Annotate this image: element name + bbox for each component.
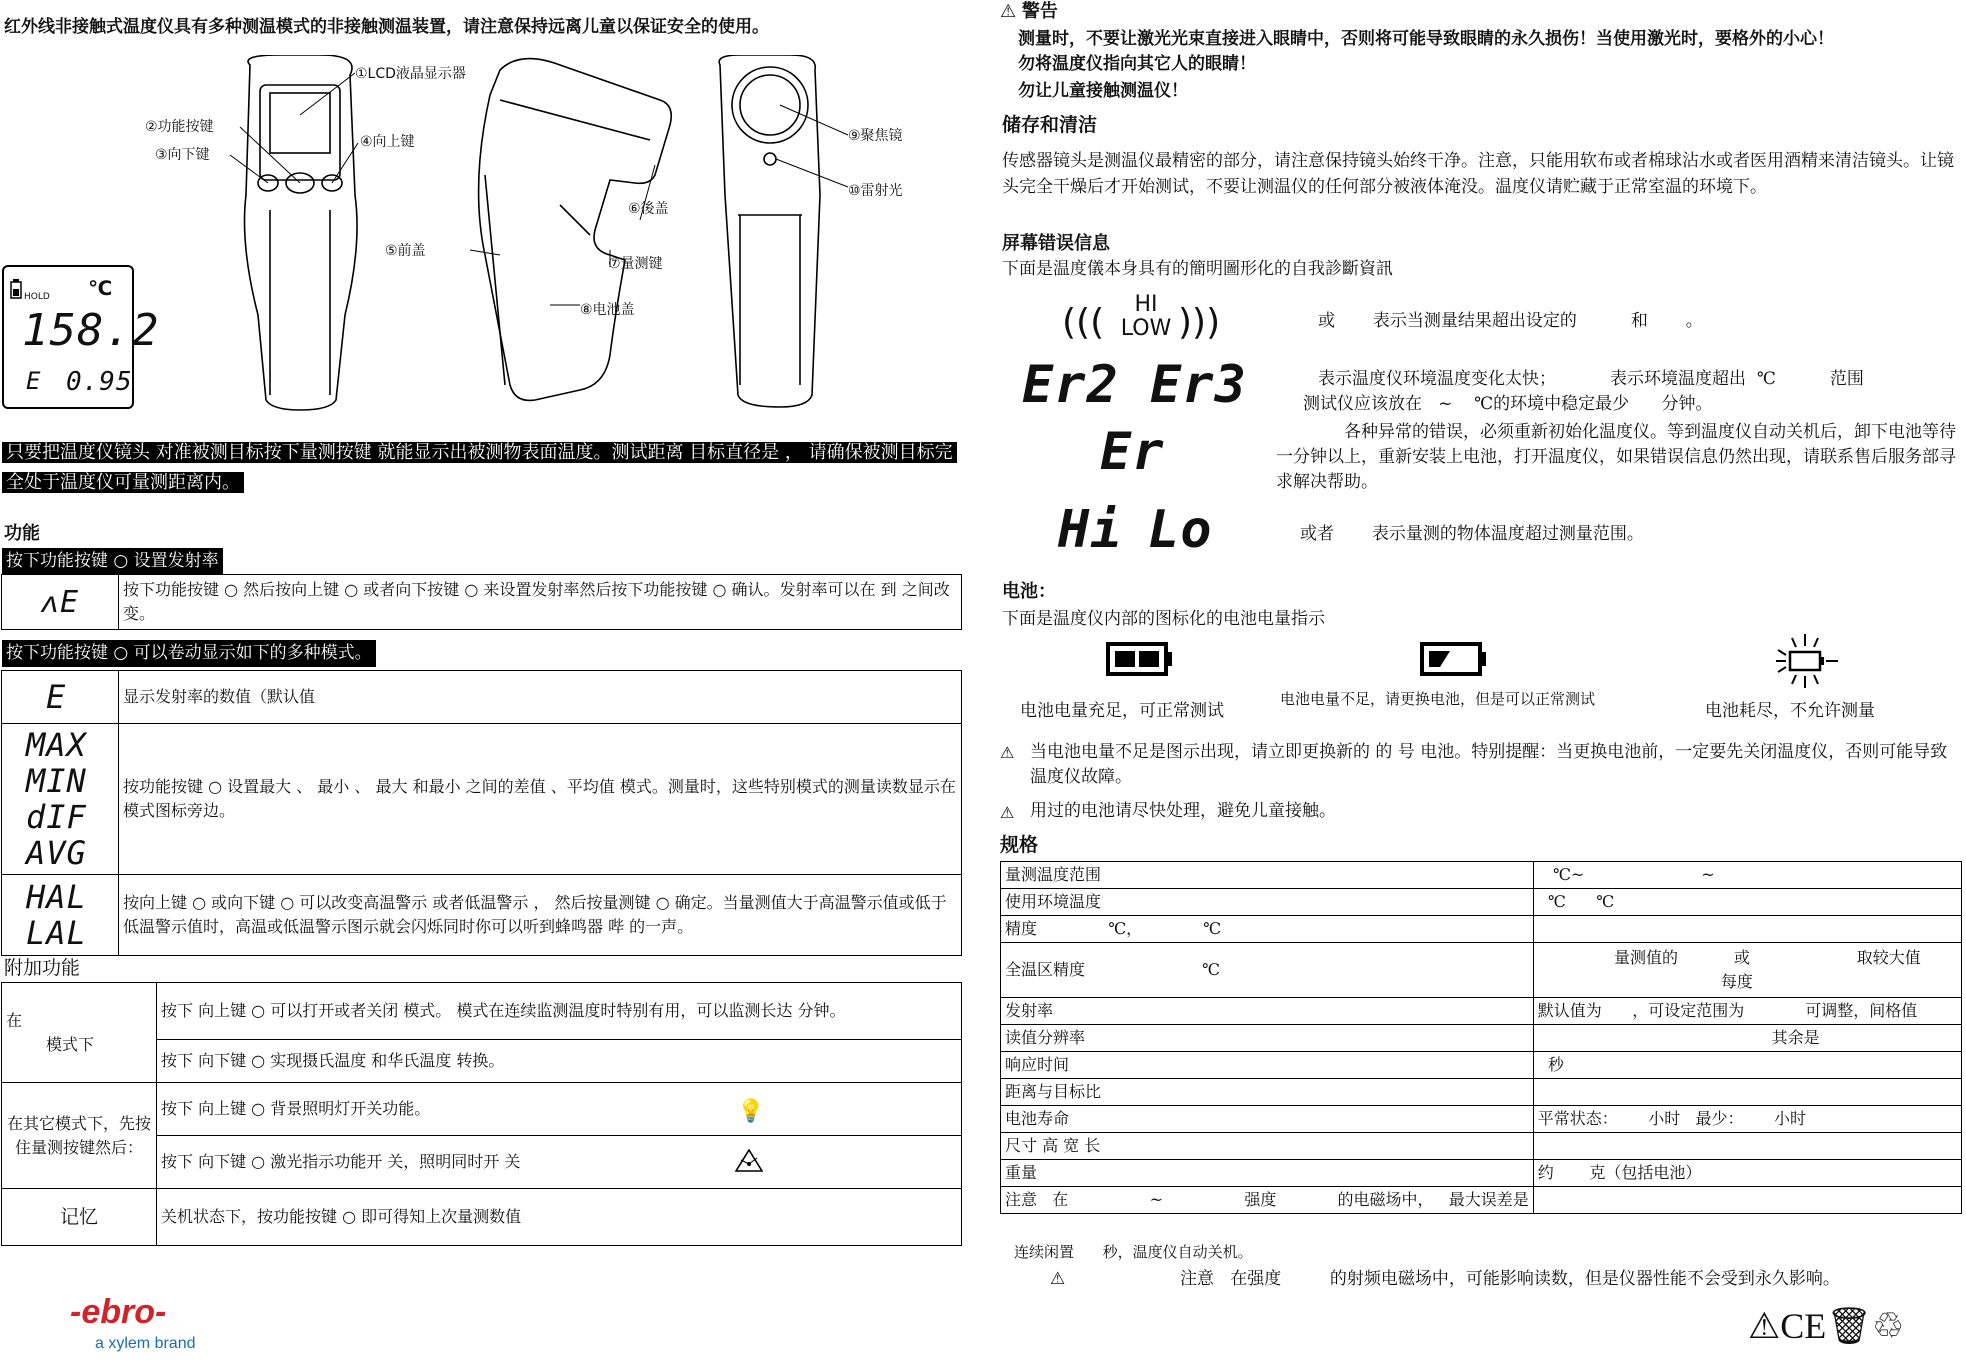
callout-focus-lens: ⑨聚焦镜 <box>848 128 903 144</box>
emissivity-table <box>1 574 962 630</box>
alarm-icons <box>6 879 114 951</box>
spec-label: 发射率 <box>1001 998 1534 1025</box>
battery-w2: 用过的电池请尽快处理，避免儿童接触。 <box>1030 801 1336 821</box>
battery-full-icon <box>1106 642 1174 676</box>
specs-foot2: 注意 在强度 的射频电磁场中，可能影响读数，但是仪器性能不会受到永久影响。 <box>1180 1269 1840 1289</box>
spec-label: 响应时间 <box>1001 1052 1534 1079</box>
errors-t2b: 测试仪应该放在 ~ ℃的环境中稳定最少 分钟。 <box>1303 394 1713 414</box>
hilow-icon <box>1062 293 1222 351</box>
spec-label: 读值分辨率 <box>1001 1025 1534 1052</box>
alarm-text: 按向上键 ○ 或向下键 ○ 可以改变高温警示 或者低温警示 ， 然后按量测键 ○ 确定。当量测值大于高温警示值或低于低温警示值时，高温或低温警示图示就会闪烁同时你可以听到蜂鸣器 哔 的一声。 <box>119 875 962 956</box>
spec-value: ℃ ℃ <box>1533 889 1961 916</box>
extra-r2: 按下 向下键 ○ 实现摄氏温度 和华氏温度 转换。 <box>157 1040 962 1083</box>
emissivity-icon: ᴧE <box>40 584 80 620</box>
spec-row <box>1001 1106 1962 1133</box>
bulb-icon: 💡 <box>737 1099 765 1124</box>
function-bar-1: 按下功能按键 ○ 设置发射率 <box>2 548 223 575</box>
extra-r3: 按下 向上键 ○ 背景照明灯开关功能。 <box>161 1099 431 1118</box>
mode-icons <box>6 727 114 871</box>
mode-text: 按功能按键 ○ 设置最大 、 最小 、 最大 和最小 之间的差值 、平均值 模式。测量时，这些特别模式的测量读数显示在模式图标旁边。 <box>119 724 962 875</box>
extra-other-mode: 在其它模式下，先按住量测按键然后： <box>2 1083 157 1189</box>
spec-row <box>1001 1052 1962 1079</box>
extra-r4: 按下 向下键 ○ 激光指示功能开 关，照明同时开 关 <box>161 1152 521 1171</box>
callout-laser: ⑩雷射光 <box>848 183 903 199</box>
spec-label: 精度 ℃， ℃ <box>1001 916 1534 943</box>
storage-title: 储存和清洁 <box>1002 114 1098 136</box>
spec-row <box>1001 916 1962 943</box>
errors-title: 屏幕错误信息 <box>1002 233 1110 254</box>
spec-label: 量测温度范围 <box>1001 862 1534 889</box>
mode-e-text: 显示发射率的数值（默认值 <box>119 671 962 724</box>
warning-icon: ⚠ <box>1000 1 1017 22</box>
lcd-unit: ℃ <box>88 276 113 300</box>
warning-line-3: 勿让儿童接触测温仪！ <box>1018 81 1188 101</box>
spec-value: ℃~ ~ <box>1533 862 1961 889</box>
spec-row <box>1001 1160 1962 1187</box>
hi-label: HI <box>1134 292 1158 317</box>
spec-value: 秒 <box>1533 1052 1961 1079</box>
compliance-icons <box>1748 1302 1904 1352</box>
spec-row <box>1001 1187 1962 1214</box>
mode-dif-icon: dIF <box>26 798 87 836</box>
extra-r1: 按下 向上键 ○ 可以打开或者关闭 模式。 模式在连续监测温度时特别有用，可以监测长达 分钟。 <box>157 983 962 1040</box>
specs-foot-warning-icon: ⚠ <box>1050 1269 1066 1289</box>
callout-back-cover: ⑥後盖 <box>628 201 669 217</box>
modes-table <box>1 670 962 956</box>
callout-battery-cover: ⑧电池盖 <box>580 302 635 318</box>
battery-low-icon <box>1420 642 1488 676</box>
callout-lcd: ①LCD液晶显示器 <box>355 66 466 82</box>
header-text: 红外线非接触式温度仪具有多种测温模式的非接触测温装置，请注意保持远离儿童以保证安全的使用。 <box>4 17 769 37</box>
lcd-hold: HOLD <box>24 292 50 302</box>
alarm-hal-icon: HAL <box>26 878 87 916</box>
er2-icon: Er2 <box>1022 355 1119 415</box>
warning-line-2: 勿将温度仪指向其它人的眼睛！ <box>1018 54 1256 74</box>
er-icon: Er <box>1100 422 1165 482</box>
errors-t4: 或者 表示量测的物体温度超过测量范围。 <box>1300 524 1644 544</box>
callout-function-key: ②功能按键 <box>145 119 214 135</box>
low-label: LOW <box>1120 316 1172 341</box>
spec-value: 默认值为 ，可设定范围为 可调整，间格值 <box>1533 998 1961 1025</box>
battery-w1: 当电池电量不足是图示出现，请立即更换新的 的 号 电池。特别提醒：当更换电池前，一定要先关闭温度仪，否则可能导致温度仪故障。 <box>1030 742 1948 787</box>
spec-row <box>1001 889 1962 916</box>
spec-label: 使用环境温度 <box>1001 889 1534 916</box>
spec-value: 约 克（包括电池） <box>1533 1160 1961 1187</box>
specs-title: 规格 <box>1000 834 1039 856</box>
extra-r5: 关机状态下，按功能按键 ○ 即可得知上次量测数值 <box>157 1189 962 1246</box>
xylem-tagline: a xylem brand <box>95 1335 196 1352</box>
storage-text: 传感器镜头是测温仪最精密的部分，请注意保持镜头始终干净。注意，只能用软布或者棉球沾水或者医用酒精来清洁镜头。让镜头完全干燥后才开始测试，不要让测温仪的任何部分被液体淹没。温度仪请贮藏于正常室温的环境下。 <box>1002 151 1954 197</box>
intro-bar <box>2 438 960 498</box>
weee-bin-icon: 🗑 <box>1826 1306 1872 1347</box>
function-title: 功能 <box>4 523 40 544</box>
signal-left-icon: ((( <box>1062 302 1105 343</box>
spec-row <box>1001 943 1962 998</box>
battery-icon <box>10 279 22 299</box>
spec-value: 量测值的 或 取较大值 每度 <box>1533 943 1961 998</box>
extra-table <box>1 982 962 1246</box>
battery-b1: 电池电量充足，可正常测试 <box>1020 701 1224 721</box>
laser-warning-icon <box>735 1148 763 1172</box>
spec-row <box>1001 1079 1962 1106</box>
lcd-value: 158.2 <box>22 305 160 356</box>
spec-label: 重量 <box>1001 1160 1534 1187</box>
hi-icon: Hi <box>1058 500 1123 560</box>
lcd-e-label: E <box>26 367 42 395</box>
extra-mode-label-a: 在 <box>6 1010 23 1030</box>
warning-line-1: 测量时，不要让激光光束直接进入眼睛中，否则将可能导致眼睛的永久损伤！当使用激光时，要格外的小心！ <box>1018 29 1834 49</box>
battery-warning-icon-2: ⚠ <box>1000 803 1015 822</box>
mode-e-icon: E <box>46 678 67 716</box>
hilow-text <box>1116 293 1176 341</box>
errors-t1: 或 表示当测量结果超出设定的 和 。 <box>1318 311 1703 331</box>
spec-label: 距离与目标比 <box>1001 1079 1534 1106</box>
spec-label: 全温区精度 ℃ <box>1001 943 1534 998</box>
battery-b2: 电池电量不足，请更换电池，但是可以正常测试 <box>1280 690 1596 708</box>
spec-row <box>1001 862 1962 889</box>
device-illustration <box>140 55 980 420</box>
signal-right-icon: ))) <box>1178 302 1221 343</box>
callout-down-key: ③向下键 <box>155 147 210 163</box>
extra-title: 附加功能 <box>4 957 81 979</box>
errors-sub: 下面是温度儀本身具有的簡明圖形化的自我診斷資訊 <box>1002 259 1393 279</box>
spec-label: 电池寿命 <box>1001 1106 1534 1133</box>
ce-mark-icon: CE <box>1780 1306 1827 1346</box>
mode-avg-icon: AVG <box>26 834 87 872</box>
lcd-e-value: 0.95 <box>66 367 133 397</box>
errors-t3: 各种异常的错误，必须重新初始化温度仪。等到温度仪自动关机后，卸下电池等待一分钟以上，重新安装上电池，打开温度仪，如果错误信息仍然出现，请联系售后服务部寻求解决帮助。 <box>1276 422 1956 492</box>
function-bar-2: 按下功能按键 ○ 可以卷动显示如下的多种模式。 <box>2 640 376 667</box>
spec-label: 尺寸 高 宽 长 <box>1001 1133 1534 1160</box>
spec-value <box>1533 916 1961 943</box>
battery-title: 电池： <box>1002 581 1056 602</box>
spec-row <box>1001 998 1962 1025</box>
spec-value: 平常状态： 小时 最少： 小时 <box>1533 1106 1961 1133</box>
battery-b3: 电池耗尽，不允许测量 <box>1705 701 1875 721</box>
right-column <box>1000 0 1962 1363</box>
alarm-lal-icon: LAL <box>26 914 87 952</box>
specs-table <box>1000 861 1962 1214</box>
battery-warning-icon: ⚠ <box>1000 743 1015 762</box>
extra-mode-label-b: 模式下 <box>46 1034 95 1054</box>
callout-measure-key: ⑦量测键 <box>608 256 663 272</box>
mode-min-icon: MIN <box>26 762 87 800</box>
specs-foot1: 连续闲置 秒，温度仪自动关机。 <box>1014 1243 1253 1261</box>
lo-icon: Lo <box>1148 500 1213 560</box>
mode-max-icon: MAX <box>26 726 87 764</box>
callout-front-cover: ⑤前盖 <box>385 243 426 259</box>
spec-value: 其余是 <box>1533 1025 1961 1052</box>
extra-memory: 记忆 <box>2 1189 157 1246</box>
warning-heading <box>1000 0 1058 24</box>
callout-up-key: ④向上键 <box>360 134 415 150</box>
errors-t2a: 表示温度仪环境温度变化太快； 表示环境温度超出 ℃ 范围 <box>1318 369 1864 389</box>
lcd-display <box>2 265 160 409</box>
recycle-icon: ♲ <box>1872 1306 1905 1347</box>
spec-value <box>1533 1079 1961 1106</box>
left-column <box>0 0 962 1363</box>
emissivity-text: 按下功能按键 ○ 然后按向上键 ○ 或者向下按键 ○ 来设置发射率然后按下功能按键 ○ 确认。发射率可以在 到 之间改变。 <box>119 575 962 630</box>
spec-value <box>1533 1133 1961 1160</box>
er3-icon: Er3 <box>1150 355 1247 415</box>
spec-value <box>1533 1187 1961 1214</box>
battery-sub: 下面是温度仪内部的图标化的电池电量指示 <box>1002 609 1325 629</box>
warning-title: 警告 <box>1021 1 1058 22</box>
ebro-logo: -ebro- <box>70 1293 167 1331</box>
battery-empty-icon <box>1766 630 1846 690</box>
spec-label: 注意 在 ~ 强度 的电磁场中， 最大误差是 <box>1001 1187 1534 1214</box>
spec-row <box>1001 1133 1962 1160</box>
warning-triangle-icon: ⚠ <box>1748 1306 1781 1347</box>
intro-text: 只要把温度仪镜头 对准被测目标按下量测按键 就能显示出被测物表面温度。测试距离 目标直径是 ， 请确保被测目标完全处于温度仪可量测距离内。 <box>2 442 957 493</box>
spec-row <box>1001 1025 1962 1052</box>
